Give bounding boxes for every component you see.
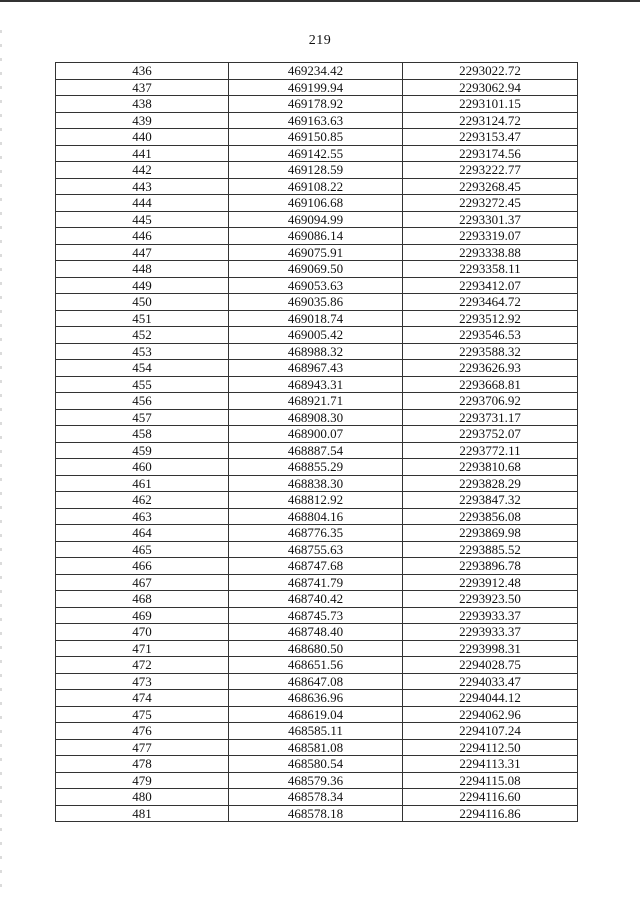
y-coordinate-cell: 2293412.07 <box>403 277 578 294</box>
point-number-cell: 439 <box>56 112 229 129</box>
x-coordinate-cell: 468745.73 <box>229 607 403 624</box>
y-coordinate-cell: 2294115.08 <box>403 772 578 789</box>
y-coordinate-cell: 2293810.68 <box>403 459 578 476</box>
x-coordinate-cell: 468804.16 <box>229 508 403 525</box>
x-coordinate-cell: 468755.63 <box>229 541 403 558</box>
y-coordinate-cell: 2293847.32 <box>403 492 578 509</box>
y-coordinate-cell: 2293828.29 <box>403 475 578 492</box>
y-coordinate-cell: 2293153.47 <box>403 129 578 146</box>
y-coordinate-cell: 2294033.47 <box>403 673 578 690</box>
point-number-cell: 456 <box>56 393 229 410</box>
table-row <box>56 426 578 443</box>
table-row <box>56 541 578 558</box>
y-coordinate-cell: 2293464.72 <box>403 294 578 311</box>
x-coordinate-cell: 469069.50 <box>229 261 403 278</box>
coordinate-table <box>55 62 578 822</box>
point-number-cell: 468 <box>56 591 229 608</box>
x-coordinate-cell: 469094.99 <box>229 211 403 228</box>
table-row <box>56 211 578 228</box>
point-number-cell: 452 <box>56 327 229 344</box>
point-number-cell: 469 <box>56 607 229 624</box>
point-number-cell: 461 <box>56 475 229 492</box>
point-number-cell: 457 <box>56 409 229 426</box>
y-coordinate-cell: 2294112.50 <box>403 739 578 756</box>
y-coordinate-cell: 2293588.32 <box>403 343 578 360</box>
table-row <box>56 640 578 657</box>
scan-edge-marks <box>0 30 2 890</box>
x-coordinate-cell: 468748.40 <box>229 624 403 641</box>
point-number-cell: 442 <box>56 162 229 179</box>
x-coordinate-cell: 469018.74 <box>229 310 403 327</box>
x-coordinate-cell: 468900.07 <box>229 426 403 443</box>
point-number-cell: 474 <box>56 690 229 707</box>
point-number-cell: 462 <box>56 492 229 509</box>
table-row <box>56 574 578 591</box>
y-coordinate-cell: 2294107.24 <box>403 723 578 740</box>
table-row <box>56 195 578 212</box>
y-coordinate-cell: 2293022.72 <box>403 63 578 80</box>
y-coordinate-cell: 2293923.50 <box>403 591 578 608</box>
table-row <box>56 706 578 723</box>
x-coordinate-cell: 469086.14 <box>229 228 403 245</box>
table-row <box>56 789 578 806</box>
y-coordinate-cell: 2293174.56 <box>403 145 578 162</box>
y-coordinate-cell: 2294116.86 <box>403 805 578 822</box>
y-coordinate-cell: 2293268.45 <box>403 178 578 195</box>
point-number-cell: 440 <box>56 129 229 146</box>
point-number-cell: 458 <box>56 426 229 443</box>
table-row <box>56 343 578 360</box>
point-number-cell: 447 <box>56 244 229 261</box>
x-coordinate-cell: 468740.42 <box>229 591 403 608</box>
table-row <box>56 739 578 756</box>
x-coordinate-cell: 468619.04 <box>229 706 403 723</box>
table-row <box>56 327 578 344</box>
point-number-cell: 463 <box>56 508 229 525</box>
y-coordinate-cell: 2293512.92 <box>403 310 578 327</box>
point-number-cell: 450 <box>56 294 229 311</box>
table-row <box>56 624 578 641</box>
point-number-cell: 443 <box>56 178 229 195</box>
y-coordinate-cell: 2293885.52 <box>403 541 578 558</box>
x-coordinate-cell: 469163.63 <box>229 112 403 129</box>
y-coordinate-cell: 2294028.75 <box>403 657 578 674</box>
y-coordinate-cell: 2293338.88 <box>403 244 578 261</box>
point-number-cell: 467 <box>56 574 229 591</box>
table-row <box>56 805 578 822</box>
y-coordinate-cell: 2293752.07 <box>403 426 578 443</box>
y-coordinate-cell: 2293272.45 <box>403 195 578 212</box>
table-row <box>56 492 578 509</box>
y-coordinate-cell: 2293358.11 <box>403 261 578 278</box>
table-row <box>56 459 578 476</box>
x-coordinate-cell: 468581.08 <box>229 739 403 756</box>
point-number-cell: 438 <box>56 96 229 113</box>
table-row <box>56 261 578 278</box>
y-coordinate-cell: 2293301.37 <box>403 211 578 228</box>
y-coordinate-cell: 2293062.94 <box>403 79 578 96</box>
x-coordinate-cell: 468988.32 <box>229 343 403 360</box>
table-row <box>56 508 578 525</box>
table-row <box>56 558 578 575</box>
y-coordinate-cell: 2293668.81 <box>403 376 578 393</box>
y-coordinate-cell: 2294116.60 <box>403 789 578 806</box>
y-coordinate-cell: 2293869.98 <box>403 525 578 542</box>
y-coordinate-cell: 2293626.93 <box>403 360 578 377</box>
table-row <box>56 294 578 311</box>
point-number-cell: 478 <box>56 756 229 773</box>
y-coordinate-cell: 2294113.31 <box>403 756 578 773</box>
x-coordinate-cell: 469142.55 <box>229 145 403 162</box>
y-coordinate-cell: 2293124.72 <box>403 112 578 129</box>
point-number-cell: 470 <box>56 624 229 641</box>
table-row <box>56 277 578 294</box>
point-number-cell: 481 <box>56 805 229 822</box>
y-coordinate-cell: 2293101.15 <box>403 96 578 113</box>
x-coordinate-cell: 468812.92 <box>229 492 403 509</box>
y-coordinate-cell: 2294044.12 <box>403 690 578 707</box>
table-row <box>56 525 578 542</box>
table-row <box>56 244 578 261</box>
table-row <box>56 145 578 162</box>
page-number: 219 <box>308 33 332 48</box>
x-coordinate-cell: 468680.50 <box>229 640 403 657</box>
point-number-cell: 472 <box>56 657 229 674</box>
point-number-cell: 460 <box>56 459 229 476</box>
y-coordinate-cell: 2293856.08 <box>403 508 578 525</box>
x-coordinate-cell: 468887.54 <box>229 442 403 459</box>
table-row <box>56 96 578 113</box>
table-row <box>56 442 578 459</box>
x-coordinate-cell: 468908.30 <box>229 409 403 426</box>
table-row <box>56 673 578 690</box>
x-coordinate-cell: 469108.22 <box>229 178 403 195</box>
table-row <box>56 772 578 789</box>
x-coordinate-cell: 469199.94 <box>229 79 403 96</box>
table-row <box>56 162 578 179</box>
point-number-cell: 437 <box>56 79 229 96</box>
x-coordinate-cell: 468647.08 <box>229 673 403 690</box>
point-number-cell: 446 <box>56 228 229 245</box>
x-coordinate-cell: 468578.34 <box>229 789 403 806</box>
x-coordinate-cell: 469150.85 <box>229 129 403 146</box>
table-row <box>56 690 578 707</box>
table-row <box>56 228 578 245</box>
table-row <box>56 112 578 129</box>
table-row <box>56 79 578 96</box>
page-top-border <box>0 0 640 2</box>
table-row <box>56 591 578 608</box>
y-coordinate-cell: 2293933.37 <box>403 607 578 624</box>
point-number-cell: 441 <box>56 145 229 162</box>
point-number-cell: 466 <box>56 558 229 575</box>
point-number-cell: 476 <box>56 723 229 740</box>
table-row <box>56 310 578 327</box>
y-coordinate-cell: 2293998.31 <box>403 640 578 657</box>
y-coordinate-cell: 2294062.96 <box>403 706 578 723</box>
x-coordinate-cell: 468838.30 <box>229 475 403 492</box>
point-number-cell: 453 <box>56 343 229 360</box>
point-number-cell: 436 <box>56 63 229 80</box>
x-coordinate-cell: 469053.63 <box>229 277 403 294</box>
table-row <box>56 360 578 377</box>
point-number-cell: 451 <box>56 310 229 327</box>
point-number-cell: 449 <box>56 277 229 294</box>
x-coordinate-cell: 468579.36 <box>229 772 403 789</box>
point-number-cell: 471 <box>56 640 229 657</box>
x-coordinate-cell: 468578.18 <box>229 805 403 822</box>
y-coordinate-cell: 2293772.11 <box>403 442 578 459</box>
x-coordinate-cell: 468943.31 <box>229 376 403 393</box>
x-coordinate-cell: 468855.29 <box>229 459 403 476</box>
x-coordinate-cell: 469035.86 <box>229 294 403 311</box>
table-row <box>56 178 578 195</box>
table-row <box>56 376 578 393</box>
x-coordinate-cell: 468921.71 <box>229 393 403 410</box>
y-coordinate-cell: 2293222.77 <box>403 162 578 179</box>
x-coordinate-cell: 468967.43 <box>229 360 403 377</box>
table-row <box>56 756 578 773</box>
x-coordinate-cell: 469075.91 <box>229 244 403 261</box>
x-coordinate-cell: 469128.59 <box>229 162 403 179</box>
x-coordinate-cell: 468741.79 <box>229 574 403 591</box>
point-number-cell: 448 <box>56 261 229 278</box>
point-number-cell: 445 <box>56 211 229 228</box>
y-coordinate-cell: 2293896.78 <box>403 558 578 575</box>
point-number-cell: 454 <box>56 360 229 377</box>
y-coordinate-cell: 2293546.53 <box>403 327 578 344</box>
point-number-cell: 455 <box>56 376 229 393</box>
table-row <box>56 393 578 410</box>
y-coordinate-cell: 2293319.07 <box>403 228 578 245</box>
x-coordinate-cell: 468776.35 <box>229 525 403 542</box>
x-coordinate-cell: 468651.56 <box>229 657 403 674</box>
point-number-cell: 477 <box>56 739 229 756</box>
point-number-cell: 464 <box>56 525 229 542</box>
y-coordinate-cell: 2293706.92 <box>403 393 578 410</box>
y-coordinate-cell: 2293731.17 <box>403 409 578 426</box>
x-coordinate-cell: 468636.96 <box>229 690 403 707</box>
table-row <box>56 129 578 146</box>
point-number-cell: 480 <box>56 789 229 806</box>
x-coordinate-cell: 468585.11 <box>229 723 403 740</box>
point-number-cell: 479 <box>56 772 229 789</box>
x-coordinate-cell: 469005.42 <box>229 327 403 344</box>
table-row <box>56 63 578 80</box>
x-coordinate-cell: 468580.54 <box>229 756 403 773</box>
x-coordinate-cell: 469178.92 <box>229 96 403 113</box>
y-coordinate-cell: 2293933.37 <box>403 624 578 641</box>
coordinate-table-body <box>56 63 578 822</box>
x-coordinate-cell: 469106.68 <box>229 195 403 212</box>
table-row <box>56 657 578 674</box>
point-number-cell: 475 <box>56 706 229 723</box>
table-row <box>56 475 578 492</box>
table-row <box>56 409 578 426</box>
y-coordinate-cell: 2293912.48 <box>403 574 578 591</box>
table-row <box>56 723 578 740</box>
point-number-cell: 465 <box>56 541 229 558</box>
x-coordinate-cell: 469234.42 <box>229 63 403 80</box>
point-number-cell: 444 <box>56 195 229 212</box>
table-row <box>56 607 578 624</box>
x-coordinate-cell: 468747.68 <box>229 558 403 575</box>
point-number-cell: 473 <box>56 673 229 690</box>
point-number-cell: 459 <box>56 442 229 459</box>
